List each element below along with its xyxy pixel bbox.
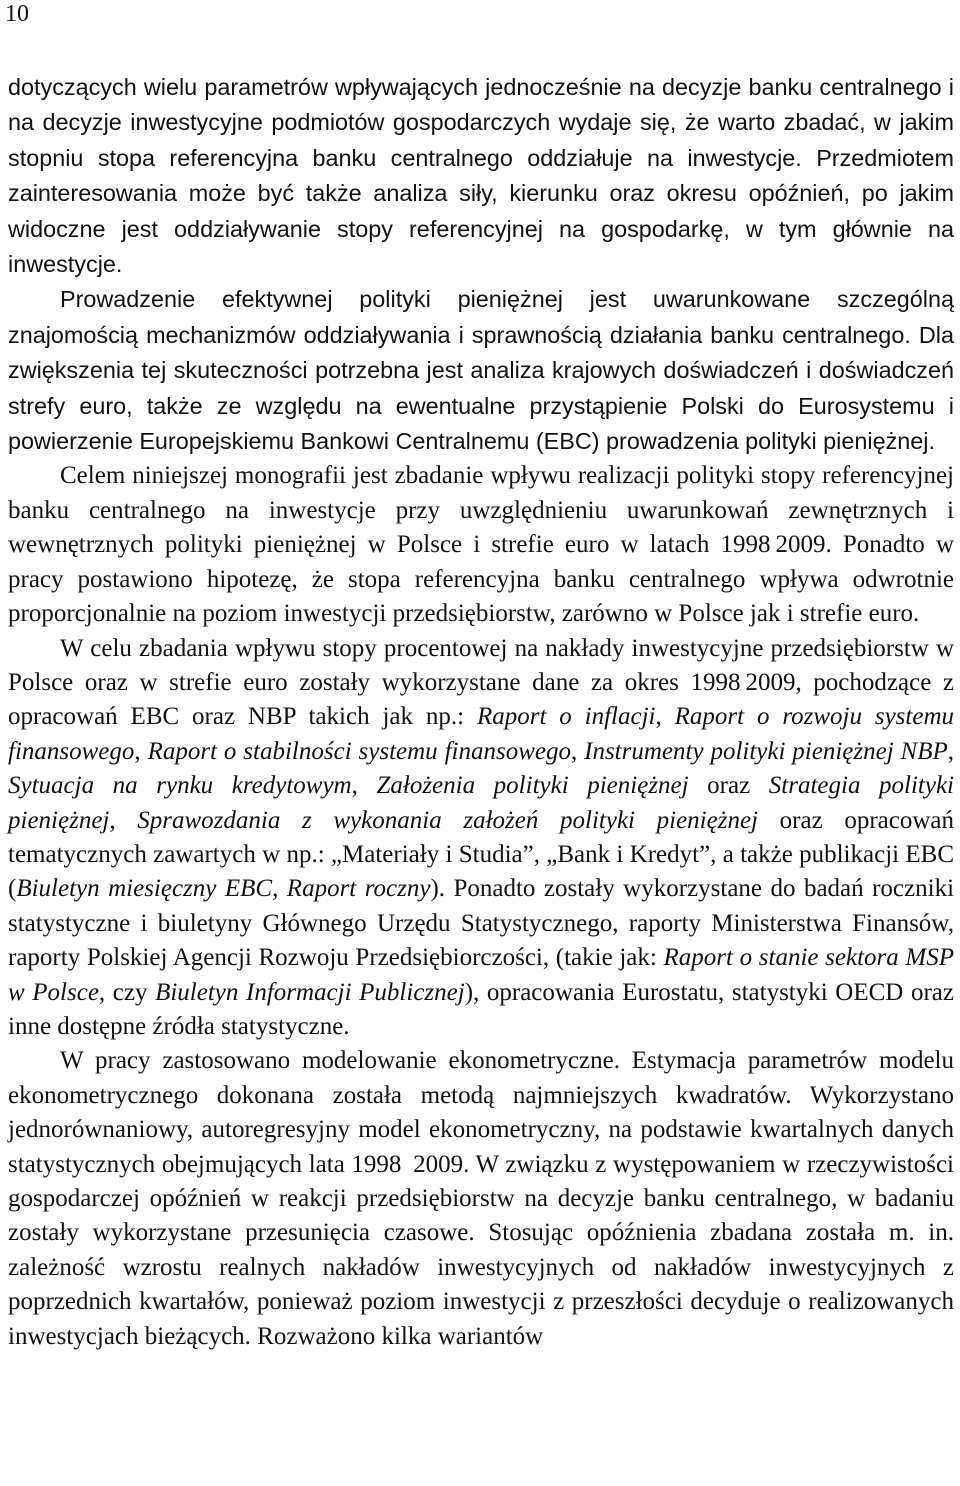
italic-title: Sytuacja na rynku kredytowym [8,772,352,800]
italic-title: Założenia polityki pieniężnej [376,772,689,800]
italic-title: Biuletyn Informacji Publicznej [155,978,465,1006]
paragraph-p1 [8,70,954,282]
italic-title: Biuletyn miesięczny EBC [16,875,273,903]
italic-title: Raport roczny [286,875,431,903]
page-number: 10 [5,1,29,27]
text-run: ). Ponadto zostały wykorzystane do badań roczniki statystyczne i biuletyny Głównego Urzędu Statystycznego, raporty Ministerstwa Finansów, raporty Polskiej Agencji Rozwoju Przedsiębiorczości, (takie jak: [8,875,955,972]
italic-title: Sprawozdania z wykonania założeń polityki pieniężnej [137,806,758,834]
text-run: , [351,772,377,800]
paragraph-p2 [8,282,954,459]
italic-title: Raport o rozwoju systemu finansowego [8,703,954,765]
text-run: , [947,737,955,765]
italic-title: Raport o stanie sektora MSP w Polsce [8,944,954,1006]
text-run: Dla zwiększenia tej skuteczności potrzebna jest analiza krajowych doświadczeń i doświadczeń strefy euro, także ze względu na ewentualne przystąpienie Polski do Eurosystemu i powierzenie Europejskiemu Bankowi Centralnemu (EBC) prowadzenia polityki pieniężnej. [8,321,954,455]
text-run: , czy [98,978,156,1006]
text-run: Prowadzenie efektywnej polityki pieniężnej jest uwarunkowane szczególną znajomością mechanizmów oddziaływania i sprawnością działania banku centralnego. [8,286,954,348]
text-run: W celu zbadania wpływu stopy procentowej na nakłady inwestycyjne przedsiębiorstw w Polsce oraz w strefie euro zostały wykorzystane dane za okres 1998 2009, pochodzące z opracowań EBC oraz NBP takich jak np.: [8,634,954,731]
text-run: , [109,806,138,834]
text-run: , [272,875,287,903]
text-run: oraz [688,772,769,800]
paragraph-p4 [8,632,954,1045]
italic-title: Raport o inflacji [476,703,656,731]
text-run: oraz opracowań tematycznych zawartych w np.: „Materiały i Studia”, „Bank i Kredyt”, a także publikacji EBC ( [8,806,954,903]
paragraph-p5 [8,1044,954,1354]
italic-title: Raport o stabilności systemu finansowego [147,737,571,765]
italic-title: Strategia polityki pieniężnej [8,772,955,834]
text-run: W pracy zastosowano modelowanie ekonometryczne. Estymacja parametrów modelu ekonometrycznego dokonana została metodą najmniejszych kwadratów. Wykorzystano jednorównaniowy, autoregresyjny model ekonometryczny, na podstawie kwartalnych danych statystycznych obejmujących lata 1998 2009. W związku z występowaniem w rzeczywistości gospodarczej opóźnień w reakcji przedsiębiorstw na decyzje banku centralnego, w badaniu zostały wykorzystane przesunięcia czasowe. Stosując opóźnienia zbadana została m. in. zależność wzrostu realnych nakładów inwestycyjnych od nakładów inwestycyjnych z poprzednich kwartałów, ponieważ poziom inwestycji z przeszłości decyduje o realizowanych inwestycjach bieżących. Rozważono kilka wariantów [8,1047,954,1350]
text-run: , [570,737,585,765]
italic-title: Instrumenty polityki pieniężnej NBP [584,737,948,765]
body-text [8,70,954,1354]
text-run: , [655,703,675,731]
text-run: , [134,737,148,765]
text-run: Celem niniejszej monografii jest zbadanie wpływu realizacji polityki stopy referencyjnej banku centralnego na inwestycje przy uwzględnieniu uwarunkowań zewnętrznych i wewnętrznych polityki pieniężnej w Polsce i strefie euro w latach 1998 2009. Ponadto w pracy postawiono hipotezę, że stopa referencyjna banku centralnego wpływa odwrotnie proporcjonalnie na poziom inwestycji przedsiębiorstw, zarówno w Polsce jak i strefie euro. [8,462,954,628]
paragraph-p3 [8,459,954,631]
text-run: ), opracowania Eurostatu, statystyki OECD oraz inne dostępne źródła statystyczne. [8,978,954,1040]
text-run: dotyczących wielu parametrów wpływających jednocześnie na decyzje banku centralnego i na decyzje inwestycyjne podmiotów gospodarczych wydaje się, że warto zbadać, w jakim stopniu stopa referencyjna banku centralnego oddziałuje na inwestycje. Przedmiotem zainteresowania może być także analiza siły, kierunku oraz okresu opóźnień, po jakim widoczne jest oddziaływanie stopy referencyjnej na gospodarkę, w tym głównie na inwestycje. [8,74,954,278]
